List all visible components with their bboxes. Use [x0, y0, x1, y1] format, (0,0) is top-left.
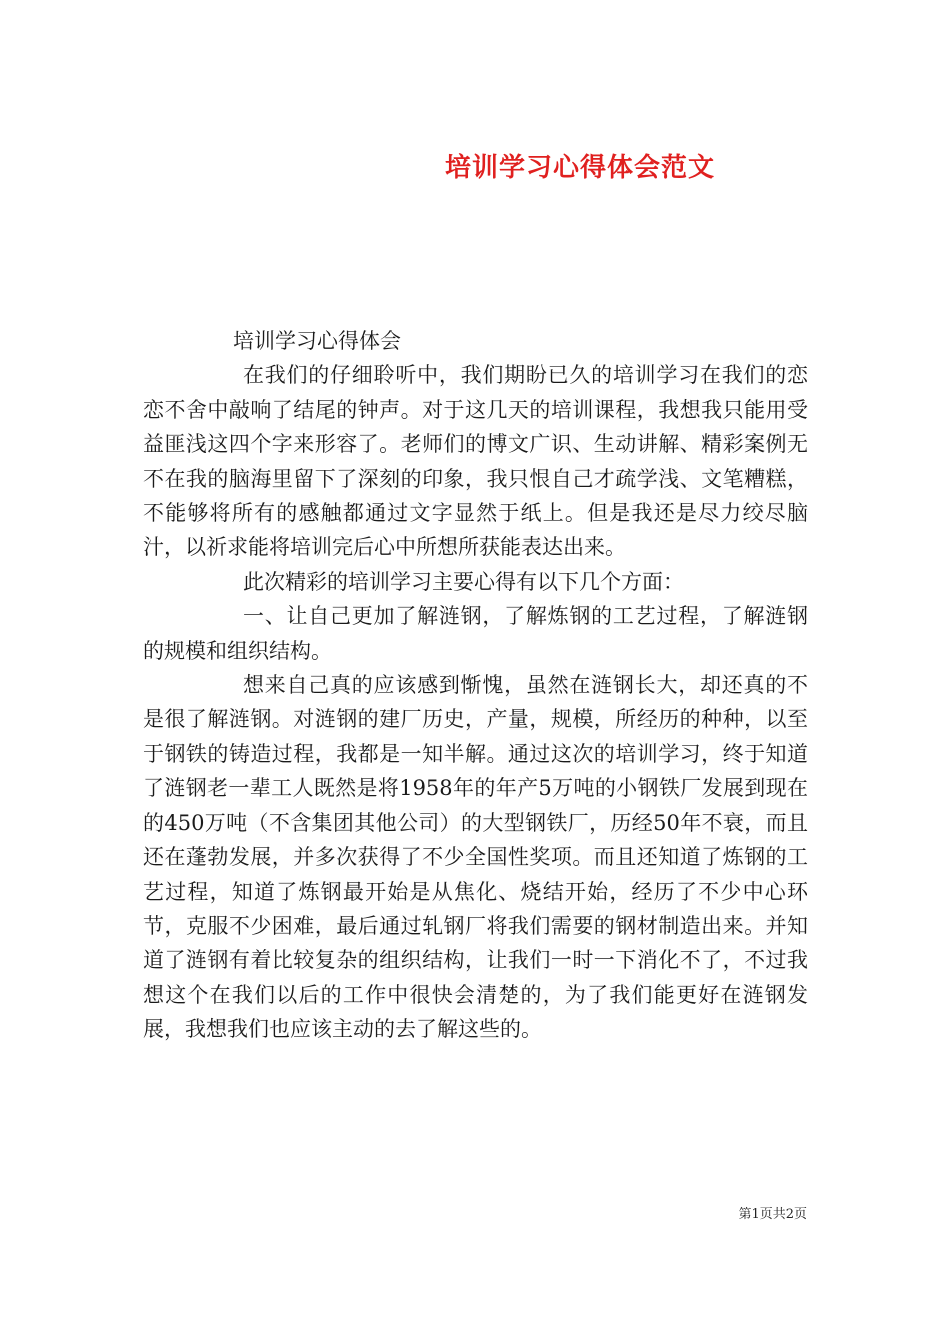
- page-number: 第1页共2页: [738, 1207, 807, 1222]
- document-title: 培训学习心得体会范文: [444, 153, 715, 184]
- paragraph-intro: 在我们的仔细聆听中，我们期盼已久的培训学习在我们的恋恋不舍中敲响了结尾的钟声。对于这几天的培训课程，我想我只能用受益匪浅这四个字来形容了。老师们的博文广识、生动讲解、精彩案例无不在我的脑海里留下了深刻的印象，我只恨自己才疏学浅、文笔糟糕，不能够将所有的感触都通过文字显然于纸上。但是我还是尽力绞尽脑汁，以祈求能将培训完后心中所想所获能表达出来。: [143, 363, 808, 560]
- document-subtitle: 培训学习心得体会: [233, 329, 401, 353]
- paragraph-summary: 此次精彩的培训学习主要心得有以下几个方面：: [243, 569, 684, 594]
- paragraph-point-one: 一、让自己更加了解涟钢，了解炼钢的工艺过程，了解涟钢的规模和组织结构。: [143, 604, 808, 663]
- paragraph-detail: 想来自己真的应该感到惭愧，虽然在涟钢长大，却还真的不是很了解涟钢。对涟钢的建厂历史，产量，规模，所经历的种种，以至于钢铁的铸造过程，我都是一知半解。通过这次的培训学习，终于知道了涟钢老一辈工人既然是将1958年的年产5万吨的小钢铁厂发展到现在的450万吨（不含集团其他公司）的大型钢铁厂，历经50年不衰，而且还在蓬勃发展，并多次获得了不少全国性奖项。而且还知道了炼钢的工艺过程，知道了炼钢最开始是从焦化、烧结开始，经历了不少中心环节，克服不少困难，最后通过轧钢厂将我们需要的钢材制造出来。并知道了涟钢有着比较复杂的组织结构，让我们一时一下消化不了，不过我想这个在我们以后的工作中很快会清楚的，为了我们能更好在涟钢发展，我想我们也应该主动的去了解这些的。: [143, 673, 808, 1042]
- document-body: [143, 324, 808, 1047]
